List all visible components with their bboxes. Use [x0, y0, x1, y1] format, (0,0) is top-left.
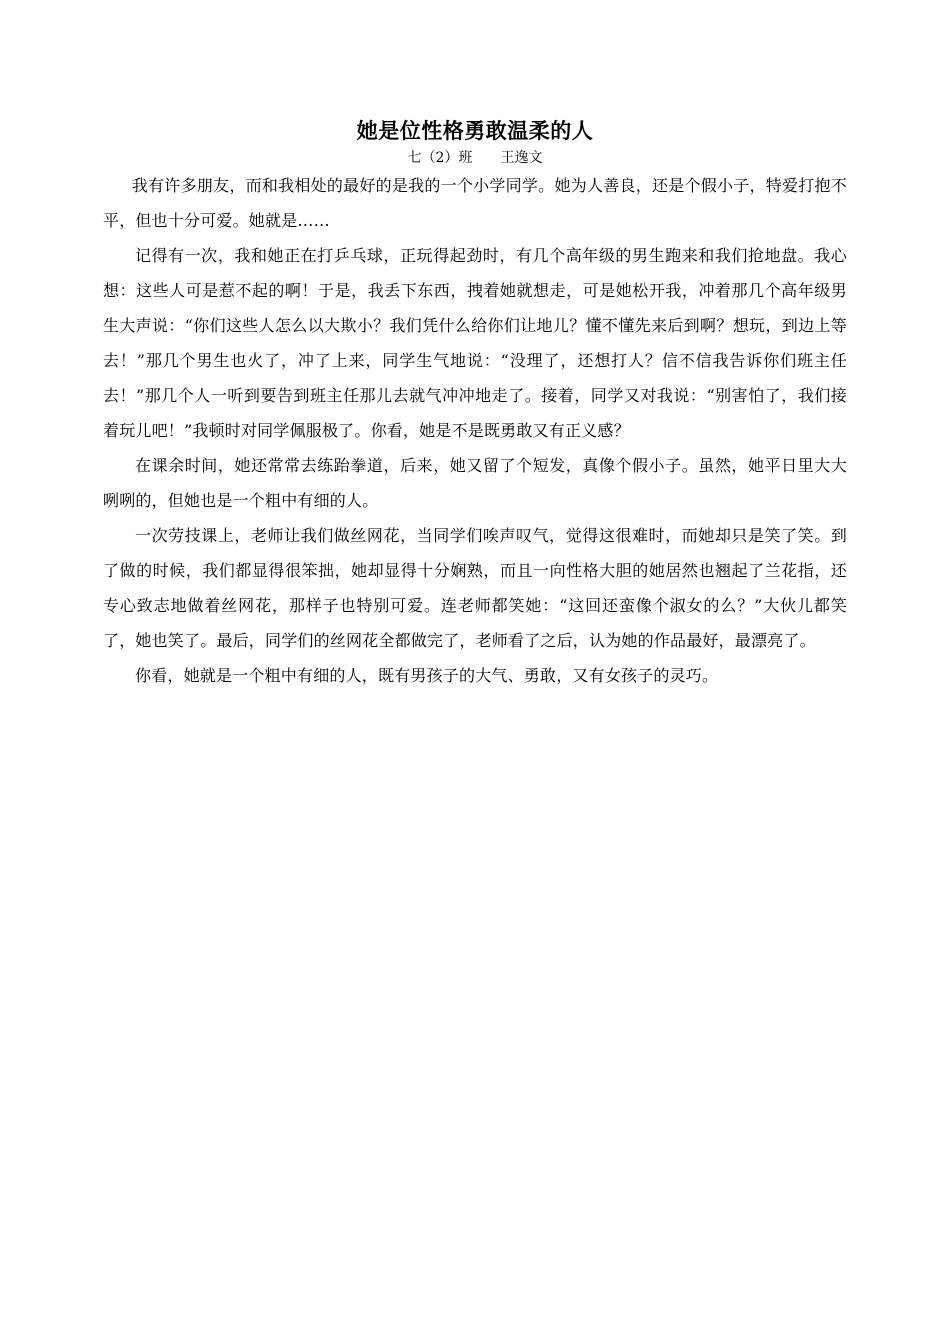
class-name: 七（2）班: [407, 150, 473, 166]
author-name: 王逸文: [500, 150, 543, 166]
paragraph-4: 一次劳技课上，老师让我们做丝网花，当同学们唉声叹气，觉得这很难时，而她却只是笑了笑。到了做的时候，我们都显得很笨拙，她却显得十分娴熟，而且一向性格大胆的她居然也翘起了兰花指，还专心致志地做着丝网花，那样子也特别可爱。连老师都笑她：“这回还蛮像个淑女的么？”大伙儿都笑了，她也笑了。最后，同学们的丝网花全都做完了，老师看了之后，认为她的作品最好，最漂亮了。: [103, 526, 847, 650]
byline: [103, 148, 847, 168]
paragraph-1: 我有许多朋友，而和我相处的最好的是我的一个小学同学。她为人善良，还是个假小子，特爱打抱不平，但也十分可爱。她就是……: [103, 176, 847, 230]
essay-title: 她是位性格勇敢温柔的人: [356, 119, 594, 143]
essay-page: [103, 116, 847, 693]
paragraph-5: 你看，她就是一个粗中有细的人，既有男孩子的大气、勇敢，又有女孩子的灵巧。: [135, 666, 719, 685]
paragraph-2: 记得有一次，我和她正在打乒乓球，正玩得起劲时，有几个高年级的男生跑来和我们抢地盘。我心想：这些人可是惹不起的啊！于是，我丢下东西，拽着她就想走，可是她松开我，冲着那几个高年级男生大声说：“你们这些人怎么以大欺小？我们凭什么给你们让地儿？懂不懂先来后到啊？想玩，到边上等去！”那几个男生也火了，冲了上来，同学生气地说：“没理了，还想打人？信不信我告诉你们班主任去！”那几个人一听到要告到班主任那儿去就气冲冲地走了。接着，同学又对我说：“别害怕了，我们接着玩儿吧！”我顿时对同学佩服极了。你看，她是不是既勇敢又有正义感？: [103, 246, 847, 440]
paragraph-3: 在课余时间，她还常常去练跆拳道，后来，她又留了个短发，真像个假小子。虽然，她平日里大大咧咧的，但她也是一个粗中有细的人。: [103, 456, 847, 510]
